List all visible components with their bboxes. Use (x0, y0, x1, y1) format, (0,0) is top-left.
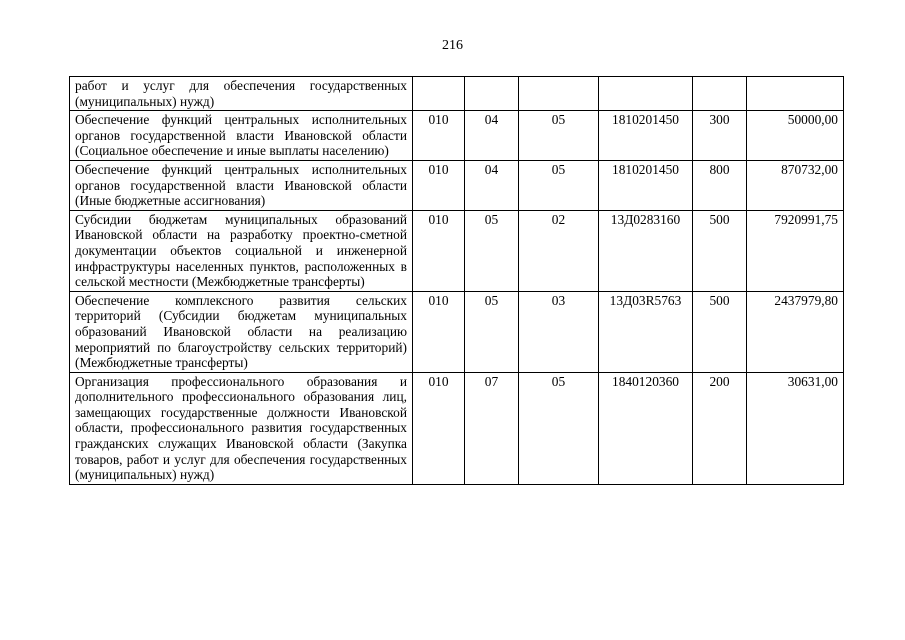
row-expense-type: 500 (693, 210, 747, 291)
row-section-code: 05 (465, 210, 519, 291)
row-section-code (465, 77, 519, 111)
row-description: Обеспечение функций центральных исполнительных органов государственной власти Ивановской области (Иные бюджетные ассигнования) (70, 160, 413, 210)
row-target-article (599, 77, 693, 111)
row-expense-type: 500 (693, 291, 747, 372)
row-description: Обеспечение функций центральных исполнительных органов государственной власти Ивановской области (Социальное обеспечение и иные выплаты населению) (70, 111, 413, 161)
row-expense-type (693, 77, 747, 111)
row-description: работ и услуг для обеспечения государственных (муниципальных) нужд) (70, 77, 413, 111)
row-description: Субсидии бюджетам муниципальных образований Ивановской области на разработку проектно-сметной документации объектов социальной и инженерной инфраструктуры населенных пунктов, расположенных в сельской местности (Межбюджетные трансферты) (70, 210, 413, 291)
row-target-article: 1840120360 (599, 372, 693, 484)
row-expense-type: 300 (693, 111, 747, 161)
table-row (70, 291, 844, 372)
table-row (70, 210, 844, 291)
row-subsection-code: 05 (519, 372, 599, 484)
row-description: Обеспечение комплексного развития сельских территорий (Субсидии бюджетам муниципальных образований Ивановской области на реализацию мероприятий по благоустройству сельских территорий) (Межбюджетные трансферты) (70, 291, 413, 372)
row-subsection-code: 02 (519, 210, 599, 291)
table-row (70, 372, 844, 484)
row-subsection-code: 05 (519, 111, 599, 161)
row-section-code: 07 (465, 372, 519, 484)
row-expense-type: 200 (693, 372, 747, 484)
row-amount: 50000,00 (747, 111, 844, 161)
row-section-code: 05 (465, 291, 519, 372)
row-amount: 2437979,80 (747, 291, 844, 372)
row-section-code: 04 (465, 160, 519, 210)
row-expense-type: 800 (693, 160, 747, 210)
row-ministry-code: 010 (413, 111, 465, 161)
row-amount (747, 77, 844, 111)
row-amount: 870732,00 (747, 160, 844, 210)
row-ministry-code: 010 (413, 291, 465, 372)
row-target-article: 1810201450 (599, 160, 693, 210)
row-subsection-code (519, 77, 599, 111)
row-ministry-code (413, 77, 465, 111)
row-ministry-code: 010 (413, 210, 465, 291)
row-target-article: 13Д0283160 (599, 210, 693, 291)
row-subsection-code: 05 (519, 160, 599, 210)
table-row (70, 77, 844, 111)
row-ministry-code: 010 (413, 372, 465, 484)
table-row (70, 160, 844, 210)
row-target-article: 1810201450 (599, 111, 693, 161)
table-row (70, 111, 844, 161)
page-number: 216 (442, 38, 463, 53)
row-description: Организация профессионального образования и дополнительного профессионального образования лиц, замещающих государственные должности Ивановской области, профессионального развития государственных гражданских служащих Ивановской области (Закупка товаров, работ и услуг для обеспечения государственных (муниципальных) нужд) (70, 372, 413, 484)
row-ministry-code: 010 (413, 160, 465, 210)
budget-table (69, 76, 844, 485)
row-section-code: 04 (465, 111, 519, 161)
row-amount: 7920991,75 (747, 210, 844, 291)
row-amount: 30631,00 (747, 372, 844, 484)
row-target-article: 13Д03R5763 (599, 291, 693, 372)
row-subsection-code: 03 (519, 291, 599, 372)
